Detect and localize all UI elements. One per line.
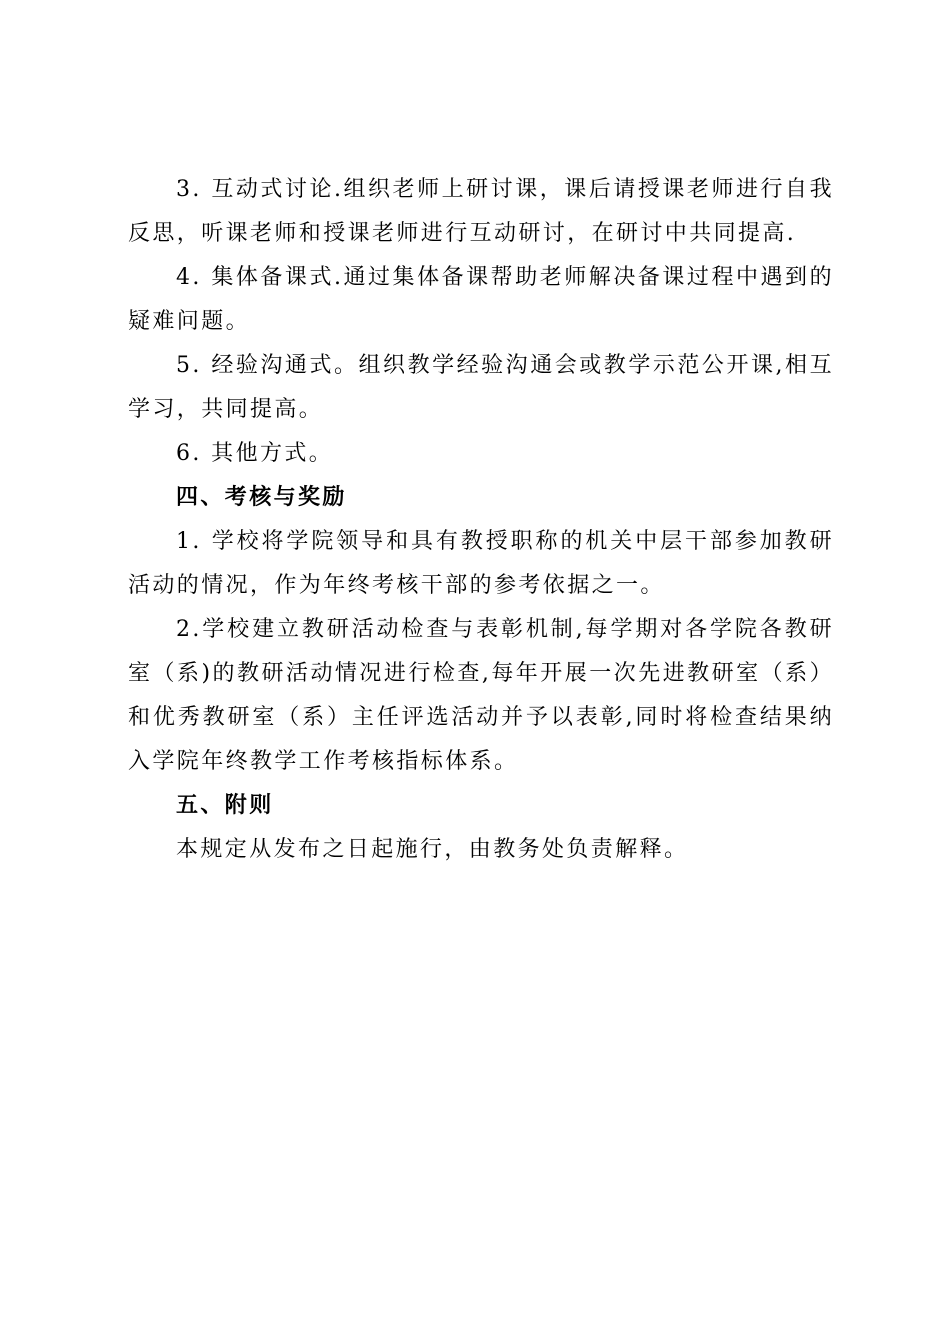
paragraph-assessment-2: 2.学校建立教研活动检查与表彰机制,每学期对各学院各教研室（系)的教研活动情况进行检查,每年开展一次先进教研室（系）和优秀教研室（系）主任评选活动并予以表彰,同时将检查结果纳入学院年终教学工作考核指标体系。 xyxy=(128,617,834,774)
paragraph-supplementary: 本规定从发布之日起施行，由教务处负责解释。 xyxy=(176,837,689,862)
section-heading-assessment: 四、考核与奖励 xyxy=(176,485,347,510)
paragraph-item-6: 6. 其他方式。 xyxy=(176,441,334,466)
paragraph-item-3: 3. 互动式讨论.组织老师上研讨课，课后请授课老师进行自我反思，听课老师和授课老师进行互动研讨，在研讨中共同提高. xyxy=(128,177,834,246)
document-body xyxy=(128,168,834,872)
paragraph-assessment-1: 1. 学校将学院领导和具有教授职称的机关中层干部参加教研活动的情况，作为年终考核干部的参考依据之一。 xyxy=(128,529,834,598)
section-heading-supplementary: 五、附则 xyxy=(176,793,274,818)
paragraph-item-5: 5. 经验沟通式。组织教学经验沟通会或教学示范公开课,相互学习，共同提高。 xyxy=(128,353,834,422)
paragraph-item-4: 4. 集体备课式.通过集体备课帮助老师解决备课过程中遇到的疑难问题。 xyxy=(128,265,834,334)
